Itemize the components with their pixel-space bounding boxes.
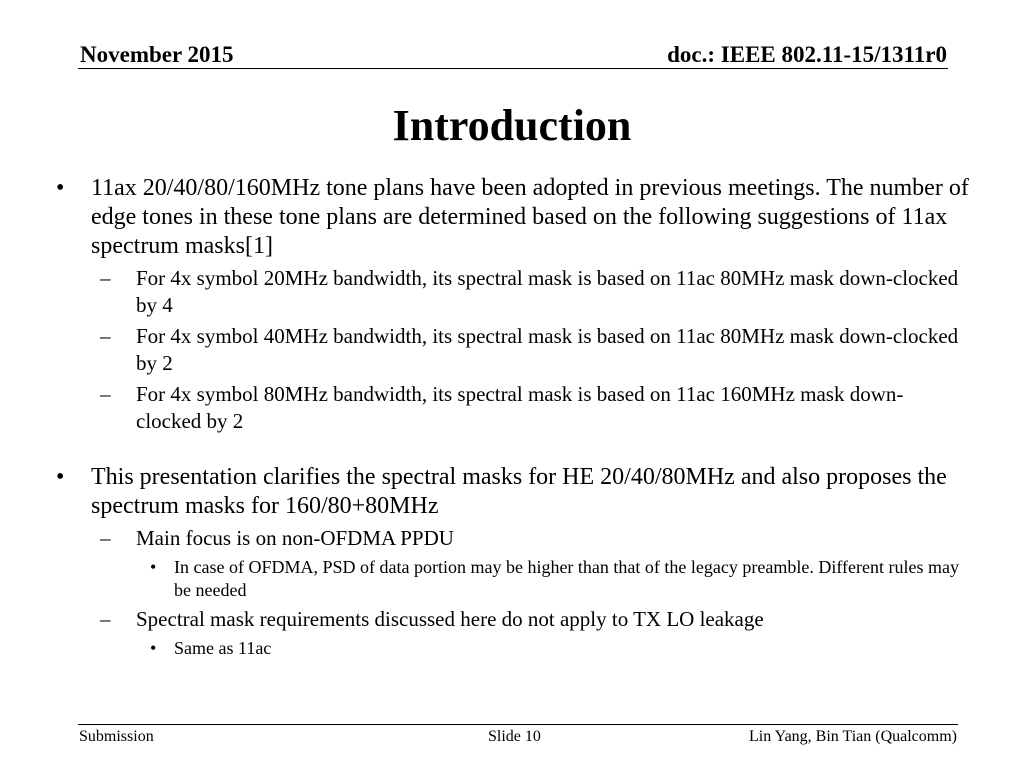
footer-submission: Submission [79, 728, 154, 745]
bullet-1 [56, 174, 971, 261]
sub-bullet-text: Main focus is on non-OFDMA PPDU [136, 526, 454, 550]
footer-slide-number: Slide 10 [488, 728, 541, 745]
slide-body [0, 174, 1024, 660]
footer-authors: Lin Yang, Bin Tian (Qualcomm) [748, 728, 957, 745]
header-doc-id: doc.: IEEE 802.11-15/1311r0 [667, 42, 947, 67]
bullet-text: 11ax 20/40/80/160MHz tone plans have been adopted in previous meetings. The number of edge tones in these tone plans are determined based on the following suggestions of 11ax spectrum masks[1] [91, 175, 969, 259]
bullet-text: This presentation clarifies the spectral masks for HE 20/40/80MHz and also proposes the spectrum masks for 160/80+80MHz [91, 464, 947, 519]
sub-bullet-1-2 [100, 323, 966, 377]
bullet-2 [56, 463, 971, 521]
sub-bullet-text: Spectral mask requirements discussed here do not apply to TX LO leakage [136, 607, 764, 631]
header-divider [78, 68, 948, 69]
sub-sub-bullet-2-1-1 [150, 556, 964, 602]
dash-marker: – [100, 607, 111, 631]
dash-marker: – [100, 266, 111, 290]
sub-bullet-2-1 [100, 525, 966, 552]
dash-marker: – [100, 324, 111, 348]
bullet-marker: • [150, 638, 157, 658]
sub-bullet-1-3 [100, 381, 966, 435]
sub-sub-bullet-text: Same as 11ac [174, 638, 272, 658]
sub-bullet-text: For 4x symbol 40MHz bandwidth, its spectral mask is based on 11ac 80MHz mask down-clocked by 2 [136, 324, 959, 375]
dash-marker: – [100, 382, 111, 406]
bullet-marker: • [56, 175, 65, 201]
sub-bullet-1-1 [100, 265, 966, 319]
sub-bullet-2-2 [100, 606, 966, 633]
sub-bullet-text: For 4x symbol 20MHz bandwidth, its spectral mask is based on 11ac 80MHz mask down-clocked by 4 [136, 266, 959, 317]
sub-sub-bullet-text: In case of OFDMA, PSD of data portion may be higher than that of the legacy preamble. Different rules may be needed [174, 557, 959, 600]
slide-title: Introduction [392, 101, 632, 150]
spacer [0, 435, 1024, 463]
bullet-marker: • [150, 557, 157, 577]
sub-bullet-text: For 4x symbol 80MHz bandwidth, its spectral mask is based on 11ac 160MHz mask down-clocked by 2 [136, 382, 904, 433]
dash-marker: – [100, 526, 111, 550]
sub-sub-bullet-2-2-1 [150, 637, 964, 660]
bullet-marker: • [56, 464, 65, 490]
header-date: November 2015 [80, 42, 234, 67]
footer-divider [78, 724, 958, 725]
